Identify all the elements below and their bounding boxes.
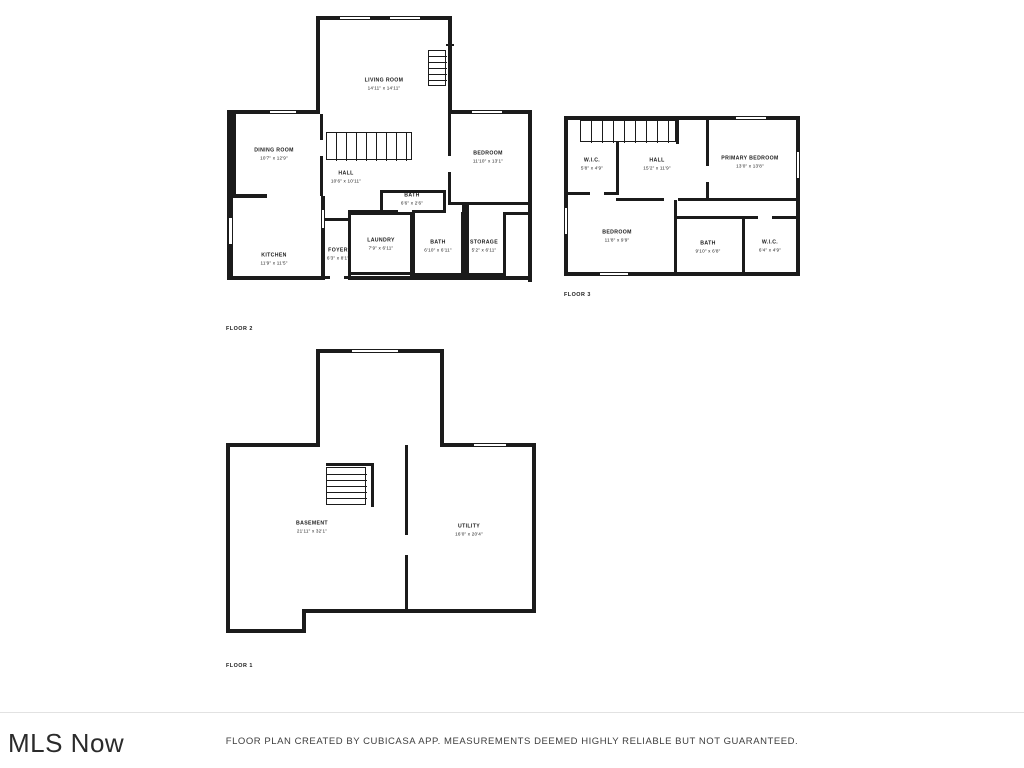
- door-dining-hall: [320, 140, 323, 156]
- mls-now-logo: MLS Now: [8, 728, 125, 758]
- floor-plan-floor-1: [222, 345, 542, 675]
- floor1-upper-fill: [318, 351, 442, 447]
- wall-wic-left-right: [616, 142, 619, 194]
- door-kitchen-foyer: [322, 210, 324, 228]
- living-room-stair-closet: [428, 50, 446, 86]
- wall-living-top: [316, 16, 452, 20]
- room-label-wic-left: W.I.C. 5'8" x 4'9": [580, 157, 604, 170]
- wall-living-stair-right: [446, 44, 454, 46]
- wall-f1-right: [532, 443, 536, 613]
- wall-f1-upper-left: [316, 349, 320, 445]
- floor1-bottom-jog-fill: [228, 609, 306, 631]
- room-label-bedroom-f2: BEDROOM 11'10" x 13'1": [472, 150, 504, 163]
- floor-plan-floor-3: [560, 112, 810, 312]
- wall-f2-left-exterior: [227, 110, 236, 196]
- wall-bath-f3-top: [674, 216, 744, 219]
- room-label-hall-f3: HALL 15'2" x 11'9": [643, 157, 671, 170]
- wall-f3-hall-bottom: [616, 198, 708, 201]
- room-label-basement: BASEMENT 21'11" x 32'1": [296, 520, 328, 533]
- window-f1-upper-top: [352, 350, 398, 352]
- wall-hall-primary: [706, 120, 709, 200]
- wall-f1-upper-right: [440, 349, 444, 445]
- wall-f1-jog-bottom: [226, 629, 306, 633]
- wall-f1-bottom: [302, 609, 536, 613]
- footer-disclaimer: FLOOR PLAN CREATED BY CUBICASA APP. MEASUREMENTS DEEMED HIGHLY RELIABLE BUT NOT GUARANTEED.: [225, 736, 799, 747]
- wall-f1-top-left: [226, 443, 320, 447]
- wall-f1-jog-right: [302, 609, 306, 633]
- door-hall-primary: [706, 166, 709, 182]
- window-f1-bottom: [264, 610, 298, 612]
- window-f3-primary-top: [736, 117, 766, 119]
- wall-f2-kitchen-bottom: [227, 276, 325, 280]
- room-label-hall-f2: HALL 10'6" x 10'11": [330, 170, 362, 183]
- floor1-basement-stairs: [326, 467, 366, 505]
- wall-primary-bottom: [706, 198, 798, 201]
- wall-bath-upper-left: [380, 190, 383, 212]
- door-wic-right: [758, 216, 772, 219]
- wall-f3-stair-right: [676, 120, 679, 144]
- room-label-dining-room: DINING ROOM 10'7" x 12'9": [254, 147, 294, 160]
- floor3-hall-stairs: [580, 120, 676, 142]
- window-kitchen-left: [229, 218, 232, 244]
- room-label-primary-bedroom: PRIMARY BEDROOM 13'0" x 13'8": [721, 155, 779, 168]
- opening-basement-utility: [405, 535, 408, 555]
- window-f1-top-right: [474, 444, 506, 446]
- wall-basement-utility: [405, 445, 408, 609]
- room-label-utility: UTILITY 16'0" x 20'4": [455, 523, 483, 536]
- wall-f2-kitchen-right: [321, 196, 325, 280]
- window-dining-top: [270, 111, 296, 113]
- room-label-laundry: LAUNDRY 7'9" x 6'11": [367, 237, 395, 250]
- floor-caption-floor-2: FLOOR 2: [226, 326, 253, 332]
- wall-storage-right-ext: [506, 212, 530, 215]
- floor-plan-floor-2: [222, 14, 542, 334]
- wall-f1-left: [226, 443, 230, 611]
- wall-foyer-top: [325, 218, 349, 221]
- window-living-top-2: [390, 17, 420, 19]
- door-foyer-exterior: [330, 276, 344, 279]
- room-label-bedroom-f3: BEDROOM 11'8" x 9'9": [602, 229, 632, 242]
- wall-bedroom-f3-right: [674, 200, 677, 274]
- window-f3-left: [565, 208, 567, 234]
- footer-divider: [0, 712, 1024, 713]
- window-living-top-1: [340, 17, 370, 19]
- floor-caption-floor-3: FLOOR 3: [564, 292, 591, 298]
- wall-storage-right: [503, 212, 506, 276]
- wall-f2-bottom-mid: [348, 276, 510, 280]
- window-f3-right: [797, 152, 799, 178]
- room-label-wic-right: W.I.C. 6'4" x 4'9": [758, 239, 782, 252]
- wall-laundry-top: [350, 212, 412, 215]
- wall-bath-lower-left: [412, 212, 415, 276]
- wall-bath-upper-right: [443, 190, 446, 212]
- door-hall-bedroom: [448, 156, 451, 172]
- door-wic-left: [590, 192, 604, 195]
- wall-bedroom-bottom: [448, 202, 530, 205]
- window-bedroom-top: [472, 111, 502, 113]
- window-f3-bottom: [600, 273, 628, 275]
- wall-living-left: [316, 16, 320, 114]
- wall-f1-stair-top: [326, 463, 374, 466]
- room-label-bath-upper: BATH 6'6" x 2'6": [400, 192, 424, 205]
- wall-storage-block-left: [462, 204, 469, 276]
- floor2-hall-stairs: [326, 132, 412, 160]
- room-label-bath-lower: BATH 6'10" x 6'11": [424, 239, 452, 252]
- wall-f2-right-lower: [528, 220, 532, 282]
- room-label-living-room: LIVING ROOM 14'11" x 14'11": [364, 77, 404, 90]
- room-label-bath-f3: BATH 9'10" x 6'8": [695, 240, 721, 253]
- floor1-main-fill: [228, 441, 536, 613]
- room-label-foyer: FOYER 6'3" x 8'1": [326, 247, 350, 260]
- room-label-kitchen: KITCHEN 11'9" x 11'5": [260, 252, 288, 265]
- wall-f1-stair-right: [371, 463, 374, 507]
- wall-bath-f3-right: [742, 216, 745, 274]
- wall-f2-kitchen-top-jog: [227, 194, 267, 198]
- floor-caption-floor-1: FLOOR 1: [226, 663, 253, 669]
- wall-living-right: [448, 16, 452, 110]
- wall-laundry-bottom: [350, 272, 412, 275]
- wall-f3-right: [796, 116, 800, 276]
- wall-f3-left: [564, 116, 568, 276]
- room-label-storage: STORAGE 5'2" x 6'11": [469, 239, 499, 252]
